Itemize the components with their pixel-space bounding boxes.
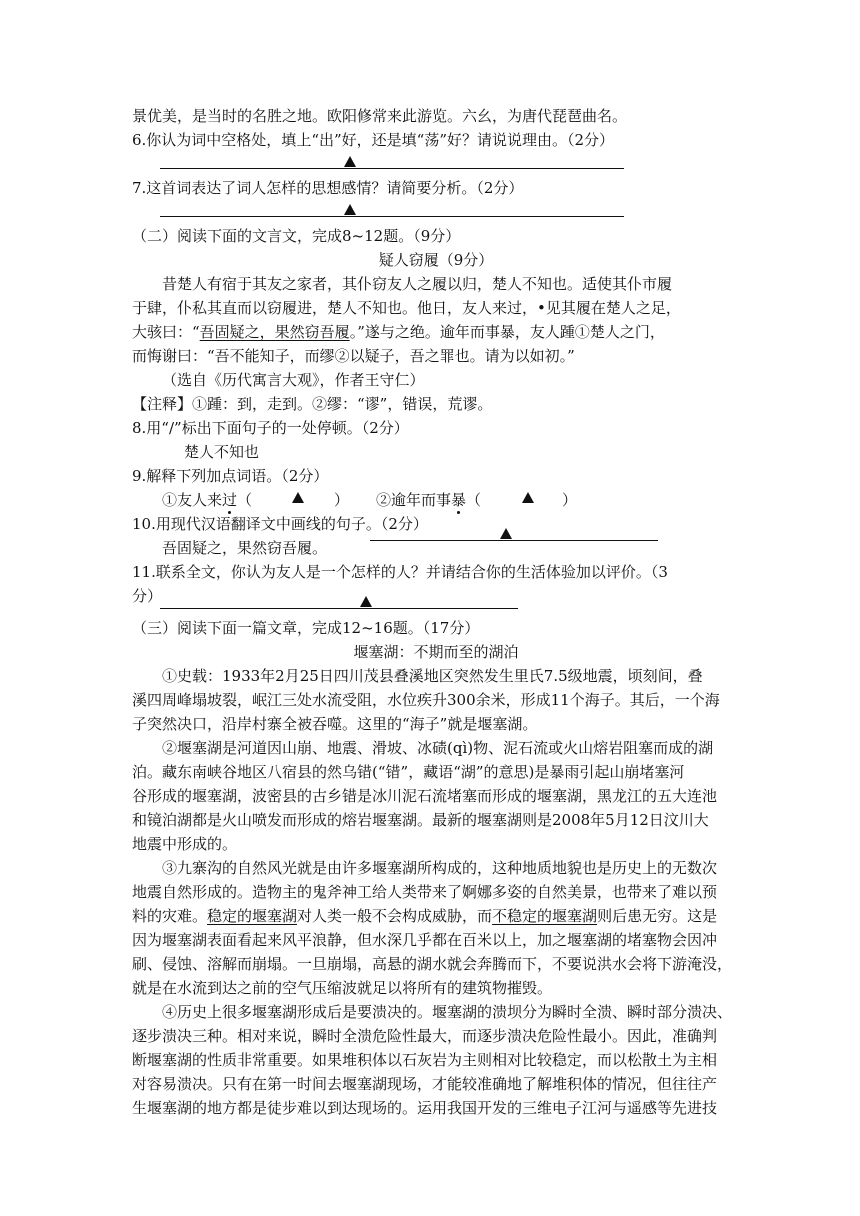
answer-triangle-icon <box>500 528 512 539</box>
passage-source: （选自《历代寓言大观》，作者王守仁） <box>162 371 425 389</box>
answer-line-q7[interactable] <box>160 216 624 217</box>
article-line <box>132 904 740 928</box>
answer-triangle-icon <box>360 596 372 607</box>
article-text: 料的灾难。 <box>132 907 208 925</box>
question-10: 10.用现代汉语翻译文中画线的句子。（2分） <box>132 515 428 533</box>
article-line: 和镜泊湖都是火山喷发而形成的熔岩堰塞湖。最新的堰塞湖则是2008年5月12日汶川大 <box>132 811 709 829</box>
passage-line: 昔楚人有宿于其友之家者，其仆窃友人之履以归，楚人不知也。适使其仆市履 <box>162 275 673 293</box>
article-line: 对容易溃决。只有在第一时间去堰塞湖现场，才能较准确地了解堆积体的情况，但往往产 <box>132 1075 718 1093</box>
question-9: 9.解释下列加点词语。（2分） <box>132 467 329 485</box>
section-3-heading: （三）阅读下面一篇文章，完成12~16题。（17分） <box>132 619 480 637</box>
answer-line-q6[interactable] <box>160 168 624 169</box>
item-text: ①友人来 <box>162 491 223 509</box>
bracket-open: （ <box>466 491 482 509</box>
answer-line-q11[interactable] <box>160 608 518 609</box>
underlined-term: 稳定的堰塞湖 <box>207 907 298 925</box>
passage-text: 大骇曰：“ <box>132 323 200 341</box>
answer-triangle-icon <box>522 492 534 503</box>
article-text: 对人类一般不会构成威胁，而 <box>297 907 493 925</box>
passage-line: 而悔谢曰：“吾不能知子，而缪②以疑子，吾之罪也。请为以如初。” <box>132 347 575 365</box>
underlined-term: 不稳定的堰塞湖 <box>492 907 598 925</box>
answer-triangle-icon <box>344 204 356 215</box>
answer-line-q10[interactable] <box>370 540 658 541</box>
dotted-word: 暴 <box>451 491 467 509</box>
dotted-word: 过 <box>222 491 238 509</box>
article-line: 溪四周峰塌坡裂，岷江三处水流受阻，水位疾升300余米，形成11个海子。其后，一个海 <box>132 691 720 709</box>
article-line: 生堰塞湖的地方都是徒步难以到达现场的。运用我国开发的三维电子江河与遥感等先进技 <box>132 1099 718 1117</box>
article-line: 子突然决口，沿岸村寨全被吞噬。这里的“海子”就是堰塞湖。 <box>132 715 538 733</box>
article-line: 断堰塞湖的性质非常重要。如果堆积体以石灰岩为主则相对比较稳定，而以松散土为主相 <box>132 1051 718 1069</box>
notes: 【注释】①踵：到，走到。②缪：“谬”，错误，荒谬。 <box>132 395 493 413</box>
article-line: 因为堰塞湖表面看起来风平浪静，但水深几乎都在百米以上，加之堰塞湖的堵塞物会因冲 <box>132 931 718 949</box>
question-7: 7.这首词表达了词人怎样的思想感情？请简要分析。（2分） <box>132 179 524 197</box>
question-11-cont: 分） <box>132 587 163 605</box>
passage-line: 于肆，仆私其直而以窃履进，楚人不知也。他日，友人来过，•见其履在楚人之足， <box>132 299 681 317</box>
article-line: 刷、侵蚀、溶解而崩塌。一旦崩塌，高悬的湖水就会奔腾而下，不要说洪水会将下游淹没， <box>132 955 733 973</box>
question-9-item-2 <box>376 488 860 512</box>
article-line: ②堰塞湖是河道因山崩、地震、滑坡、冰碛(qì)物、泥石流或火山熔岩阻塞而成的湖 <box>162 739 714 757</box>
article-line: ①史载：1933年2月25日四川茂县叠溪地区突然发生里氏7.5级地震，顷刻间，叠 <box>162 667 703 685</box>
article-line: ④历史上很多堰塞湖形成后是要溃决的。堰塞湖的溃坝分为瞬时全溃、瞬时部分溃决、 <box>162 1003 733 1021</box>
passage-title: 疑人窃履（9分） <box>378 251 494 269</box>
article-line: 逐步溃决三种。相对来说，瞬时全溃危险性最大，而逐步溃决危险性最小。因此，准确判 <box>132 1027 718 1045</box>
annotation-line: 景优美，是当时的名胜之地。欧阳修常来此游览。六幺，为唐代琵琶曲名。 <box>132 107 628 125</box>
section-2-heading: （二）阅读下面的文言文，完成8~12题。（9分） <box>132 227 461 245</box>
answer-triangle-icon <box>344 156 356 167</box>
passage-line <box>132 320 740 344</box>
underlined-sentence: 吾固疑之，果然窃吾履 <box>199 323 350 341</box>
question-11: 11.联系全文，你认为友人是一个怎样的人？并请结合你的生活体验加以评价。（3 <box>132 563 668 581</box>
passage-text: 。”遂与之绝。逾年而事暴，友人踵①楚人之门， <box>349 323 665 341</box>
question-8: 8.用“/”标出下面句子的一处停顿。（2分） <box>132 419 409 437</box>
article-title: 堰塞湖：不期而至的湖泊 <box>353 643 519 661</box>
article-line: 地震中形成的。 <box>132 835 238 853</box>
question-10-sentence: 吾固疑之，果然窃吾履。 <box>162 539 328 557</box>
question-6: 6.你认为词中空格处，填上“出”好，还是填“荡”好？请说说理由。（2分） <box>132 131 615 149</box>
article-line: 就是在水流到达之前的空气压缩波就足以将所有的建筑物摧毁。 <box>132 979 553 997</box>
bracket-open: （ <box>237 491 253 509</box>
article-line: 谷形成的堰塞湖，波密县的古乡错是冰川泥石流堵塞而形成的堰塞湖，黑龙江的五大连池 <box>132 787 718 805</box>
article-line: 地震自然形成的。造物主的鬼斧神工给人类带来了婀娜多姿的自然美景，也带来了难以预 <box>132 883 718 901</box>
article-line: ③九寨沟的自然风光就是由许多堰塞湖所构成的，这种地质地貌也是历史上的无数次 <box>162 859 718 877</box>
question-8-sentence: 楚人不知也 <box>184 443 260 461</box>
bracket-close: ） <box>562 491 578 509</box>
answer-triangle-icon <box>292 492 304 503</box>
bracket-close: ） <box>334 491 350 509</box>
article-text: 则后患无穷。这是 <box>597 907 718 925</box>
article-line: 泊。藏东南峡谷地区八宿县的然乌错(“错”，藏语“湖”的意思)是暴雨引起山崩堵塞河 <box>132 763 685 781</box>
item-text: ②逾年而事 <box>376 491 452 509</box>
